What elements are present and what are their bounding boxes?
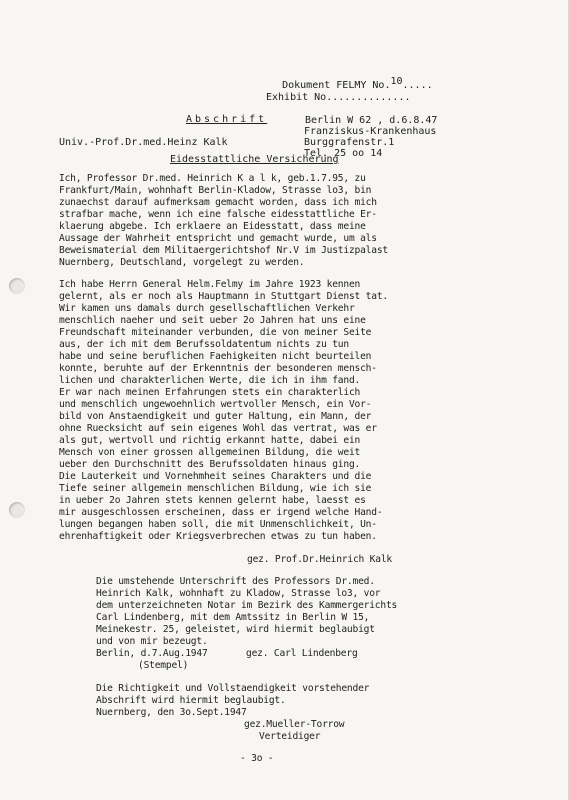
text-line: Abschrift wird hiermit beglaubigt. (96, 695, 286, 706)
text-line: Freundschaft miteinander verbunden, die von meiner Seite (59, 327, 372, 338)
text-line: zunaechst darauf aufmerksam gemacht worden, dass ich mich (59, 197, 377, 208)
text-line: Mensch von einer grossen allgemeinen Bildung, die weit (59, 447, 361, 458)
text-line: Aussage der Wahrheit entspricht und gemacht wurde, um als (59, 233, 377, 244)
text-line: dem unterzeichneten Notar im Bezirk des Kammergerichts (96, 600, 398, 611)
place-date: Berlin W 62 , d.6.8.47 (305, 115, 438, 126)
text-line: und menschlich ungewoehnlich wertvoller Mensch, ein Vor- (59, 399, 372, 410)
address-line-2: Burggrafenstr.1 (304, 137, 395, 148)
text-line: Tiefe seiner allgemein menschlichen Bildung, wie ich sie (59, 483, 372, 494)
text-line: in ueber 2o Jahren stets kennen gelernt habe, laesst es (59, 495, 366, 506)
text-line: Die Richtigkeit und Vollstaendigkeit vorstehender (96, 683, 370, 694)
text-line: Beweismaterial dem Militaergerichtshof Nr.V im Justizpalast (59, 245, 388, 256)
text-line: bild von Anstaendigkeit und guter Haltung, ein Mann, der (59, 411, 372, 422)
author-name: Univ.-Prof.Dr.med.Heinz Kalk (59, 137, 228, 148)
notary-signature: gez. Carl Lindenberg (246, 648, 358, 659)
stamp-label: (Stempel) (138, 660, 189, 671)
text-line: lungen begangen haben soll, die mit Unmenschlichkeit, Un- (59, 519, 377, 530)
text-line: Heinrich Kalk, wohnhaft zu Kladow, Strasse lo3, vor (96, 588, 381, 599)
document-label: Dokument FELMY No. (282, 80, 391, 91)
text-line: Ich, Professor Dr.med. Heinrich K a l k, geb.1.7.95, zu (59, 173, 366, 184)
text-line: aus, der ich mit dem Berufssoldatentum nichts zu tun (59, 339, 349, 350)
text-line: habe und seine beruflichen Faehigkeiten nicht beurteilen (59, 351, 372, 362)
text-line: menschlich naeher und seit ueber 2o Jahren hat uns eine (59, 315, 366, 326)
document-number: 10 (390, 76, 403, 87)
signature-kalk: gez. Prof.Dr.Heinrich Kalk (247, 554, 392, 565)
certifier-signature: gez.Mueller-Torrow (244, 719, 345, 730)
text-line: ohne Ruecksicht auf sein eigenes Wohl das vertrat, was er (59, 423, 377, 434)
page-number: - 3o - (240, 753, 274, 764)
text-line: Die umstehende Unterschrift des Professors Dr.med. (96, 576, 375, 587)
text-line: ehrenhaftigkeit oder Kriegsverbrechen etwas zu tun haben. (59, 531, 377, 542)
text-line: Die Lauterkeit und Vornehmheit seines Charakters und die (59, 471, 372, 482)
text-line: Meinekestr. 25, geleistet, wird hiermit beglaubigt (96, 624, 375, 635)
text-line: Er war nach meinen Erfahrungen stets ein charakterlich (59, 387, 361, 398)
text-line: konnte, beruhte auf der Erkenntnis der besonderen mensch- (59, 363, 377, 374)
text-line: Frankfurt/Main, wohnhaft Berlin-Kladow, Strasse lo3, bin (59, 185, 372, 196)
text-line: Nuernberg, den 3o.Sept.1947 (96, 707, 247, 718)
document-title: Eidesstattliche Versicherung (170, 154, 339, 165)
text-line: als gut, wertvoll und richtig erkannt hatte, dabei ein (59, 435, 361, 446)
text-line: Wir kamen uns damals durch gesellschaftlichen Verkehr (59, 303, 355, 314)
punch-hole-bottom (9, 502, 25, 518)
address-line-3: Tel. 25 oo 14 (304, 148, 383, 159)
text-line: ueber den Durchschnitt des Berufssoldaten hinaus ging. (59, 459, 361, 470)
certifier-role: Verteidiger (259, 731, 321, 742)
punch-hole-top (9, 278, 25, 294)
text-line: Carl Lindenberg, mit dem Amtssitz in Berlin W 15, (96, 612, 370, 623)
exhibit-label: Exhibit No.............. (266, 92, 411, 103)
text-line: mir ausgeschlossen erscheinen, dass er irgend welche Hand- (59, 507, 383, 518)
text-line: gelernt, als er noch als Hauptmann in Stuttgart Dienst tat. (59, 291, 388, 302)
text-line: Nuernberg, Deutschland, vorgelegt zu werden. (59, 257, 305, 268)
text-line: und von mir bezeugt. (96, 636, 208, 647)
address-line-1: Franziskus-Krankenhaus (304, 126, 437, 137)
text-line: Ich habe Herrn General Helm.Felmy im Jahre 1923 kennen (59, 279, 361, 290)
text-line: lichen und charakterlichen Werte, die ich in ihm fand. (59, 375, 361, 386)
document-dots: ..... (402, 80, 433, 91)
abschrift-heading: Abschrift (186, 114, 268, 125)
text-line: strafbar mache, wenn ich eine falsche eidesstattliche Er- (59, 209, 377, 220)
text-line: klaerung abgebe. Ich erklaere an Eidesstatt, dass meine (59, 221, 366, 232)
notary-place-date: Berlin, d.7.Aug.1947 (96, 648, 208, 659)
